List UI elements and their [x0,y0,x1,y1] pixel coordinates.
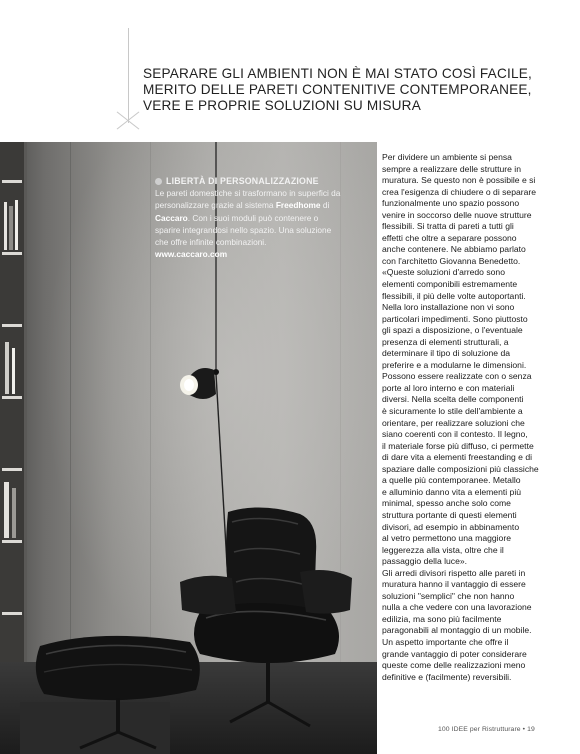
caption-title [155,175,345,187]
body-text-line: muratura hanno il vantaggio di essere [382,579,526,590]
body-text-line: preferire e a modularne le dimensioni. [382,359,527,370]
caption-text-part: di [320,200,330,211]
body-text-line: muratura. Se questo non è possibile e si [382,175,536,186]
headline-line: MERITO DELLE PARETI CONTENITIVE CONTEMPORANEE, [143,82,532,97]
body-text-line: anche contenere. Ne abbiamo parlato [382,244,526,255]
body-text-line: minimal, spesso anche solo come [382,498,511,509]
caption-text-part: . Con i suoi moduli può contenere o sparire integrandosi nello spazio. Una soluzione che offre infinite combinazioni. [155,212,332,248]
body-text-line: porte al loro interno e con materiali [382,382,515,393]
article-body-column [382,152,552,683]
body-text-line: e alluminio danno vita a elementi più [382,486,522,497]
body-text-line: Nella loro installazione non vi sono [382,302,515,313]
body-text-line: Per dividere un ambiente si pensa [382,152,512,162]
body-text-line: Un aspetto importante che offre il [382,636,509,647]
body-text-line: è sicuramente lo stile dell'ambiente a [382,406,523,417]
body-text-line: paragonabili al montaggio di un mobile. [382,625,532,636]
headline-line: VERE E PROPRIE SOLUZIONI SU MISURA [143,98,421,113]
body-text-line: al vetro permettono una maggiore [382,533,511,544]
body-text-line: Gli arredi divisori rispetto alle pareti in [382,567,526,578]
body-text-line: di dare vita a elementi freestanding e di [382,452,533,463]
body-text-line: grande vantaggio di poter considerare [382,648,527,659]
caption-text [155,187,345,248]
caption-brand-system: Freedhome [275,200,321,211]
vertical-rule [128,28,129,123]
body-text-line: siano coerenti con il contesto. Il legno, [382,429,528,440]
body-text-line: a quelle più contemporanee. Metallo [382,475,521,486]
body-text-line: divisori, ad esempio in abbinamento [382,521,520,532]
headline-line: SEPARARE GLI AMBIENTI NON È MAI STATO COSÌ FACILE, [143,66,532,81]
body-text-line: «Queste soluzioni d'arredo sono [382,267,505,278]
page-footer [438,726,535,733]
caption-brand: Caccaro [155,212,188,223]
photo-caption [155,175,345,260]
footer-text: 100 IDEE per Ristrutturare • 19 [438,726,535,733]
caption-url-link[interactable]: www.caccaro.com [155,249,228,260]
body-text-line: diversi. Nella scelta delle componenti [382,394,524,405]
body-text-line: con l'architetto Giovanna Benedetto. [382,255,521,266]
body-text-line: sempre a realizzare delle strutture in [382,163,521,174]
body-text-line: determinare il tipo di soluzione da [382,348,511,359]
body-text-line: elementi componibili estremamente [382,279,518,290]
body-text-line: particolari impedimenti. Sono piuttosto [382,313,528,324]
body-text-line: definitive e (facilmente) reversibili. [382,671,512,682]
body-text-line: queste come delle realizzazioni meno [382,660,526,671]
body-text-line: flessibili. Si tratta di pareti a tutti gli [382,221,514,232]
body-text-line: presenza di elementi strutturali, a [382,336,509,347]
article-headline [143,66,563,114]
body-text-line: edilizia, ma sono più facilmente [382,613,502,624]
body-text-line: nulla a che vedere con una lavorazione [382,602,532,613]
body-text-line: soluzioni "semplici" che non hanno [382,590,515,601]
caption-title-text: LIBERTÀ DI PERSONALIZZAZIONE [166,176,319,186]
body-text-line: passaggio della luce». [382,556,468,567]
body-text-line: orientare, per realizzare soluzioni che [382,417,525,428]
bullet-dot-icon [155,178,162,185]
body-text-line: crea l'esigenza di chiudere o di separare [382,186,537,197]
body-text-line: struttura portante di questi elementi [382,509,517,520]
body-text-line: il materiale forse più diffuso, ci permette [382,440,534,451]
caption-text-part: Le pareti domestiche si trasformano in superfici da personalizzare grazie al sistema [155,188,341,211]
body-text-line: effetti che oltre a separare possono [382,232,517,243]
body-text-line: flessibili, il più delle volte autoportanti. [382,290,526,301]
body-text-line: leggerezza alla vista, oltre che il [382,544,504,555]
body-text-line: funzionalmente uno spazio possono [382,198,520,209]
body-text-line: venire in soccorso delle nuove strutture [382,209,532,220]
body-text-line: gli spazi a disposizione, o l'eventuale [382,325,523,336]
body-text-line: Possono essere realizzate con o senza [382,371,532,382]
body-text-line: spaziare dalle composizioni più classiche [382,463,539,474]
